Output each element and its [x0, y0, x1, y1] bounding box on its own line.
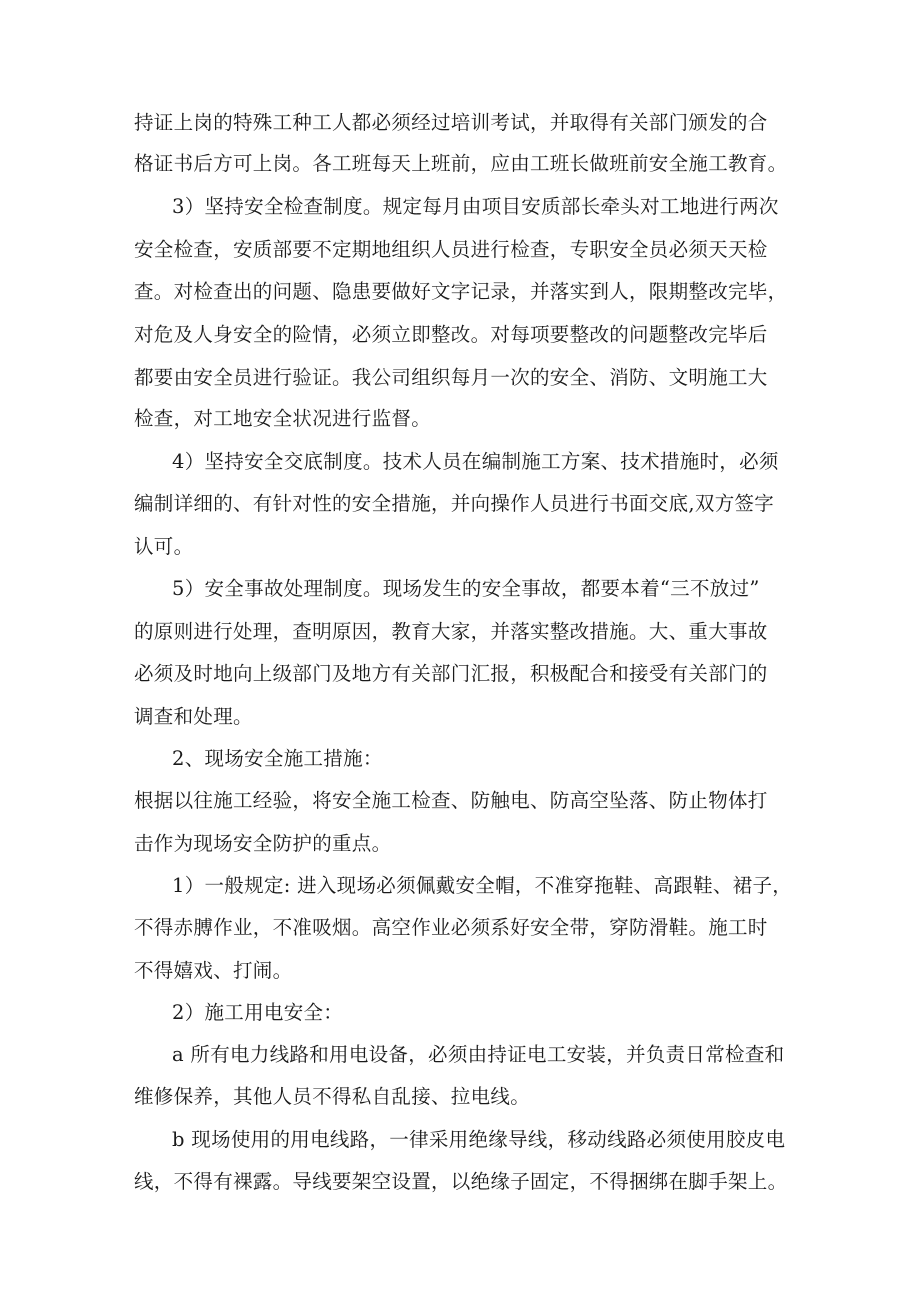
text-line: 查。对检查出的问题、隐患要做好文字记录，并落实到人，限期整改完毕，	[134, 280, 788, 303]
text-line: b 现场使用的用电线路，一律采用绝缘导线，移动线路必须使用胶皮电	[172, 1128, 786, 1151]
text-line: 认可。	[134, 535, 194, 558]
text-line: 线，不得有裸露。导线要架空设置，以绝缘子固定，不得捆绑在脚手架上。	[134, 1170, 788, 1193]
text-line: a 所有电力线路和用电设备，必须由持证电工安装，并负责日常检查和	[172, 1043, 785, 1066]
text-line: 不得嬉戏、打闹。	[134, 959, 293, 982]
text-line: 5）安全事故处理制度。现场发生的安全事故，都要本着“三不放过”	[172, 577, 760, 600]
text-line: 2、现场安全施工措施：	[172, 747, 383, 770]
text-line: 4）坚持安全交底制度。技术人员在编制施工方案、技术措施时，必须	[172, 450, 779, 473]
text-line: 2）施工用电安全：	[172, 1001, 344, 1024]
text-line: 击作为现场安全防护的重点。	[134, 832, 392, 855]
text-line: 持证上岗的特殊工种工人都必须经过培训考试，并取得有关部门颁发的合	[134, 111, 768, 134]
text-line: 维修保养，其他人员不得私自乱接、拉电线。	[134, 1085, 531, 1108]
text-line: 不得赤膊作业，不准吸烟。高空作业必须系好安全带，穿防滑鞋。施工时	[134, 916, 768, 939]
text-line: 检查，对工地安全状况进行监督。	[134, 407, 432, 430]
text-line: 都要由安全员进行验证。我公司组织每月一次的安全、消防、文明施工大	[134, 366, 768, 389]
text-line: 编制详细的、有针对性的安全措施，并向操作人员进行书面交底,双方签字	[134, 492, 775, 515]
text-line: 对危及人身安全的险情，必须立即整改。对每项要整改的问题整改完毕后	[134, 323, 768, 346]
text-line: 的原则进行处理，查明原因，教育大家，并落实整改措施。大、重大事故	[134, 620, 768, 643]
text-line: 3）坚持安全检查制度。规定每月由项目安质部长牵头对工地进行两次	[172, 195, 779, 218]
text-line: 1）一般规定: 进入现场必须佩戴安全帽，不准穿拖鞋、高跟鞋、裙子，	[172, 874, 793, 897]
text-line: 根据以往施工经验，将安全施工检查、防触电、防高空坠落、防止物体打	[134, 789, 768, 812]
text-line: 安全检查，安质部要不定期地组织人员进行检查，专职安全员必须天天检	[134, 238, 768, 261]
text-line: 格证书后方可上岗。各工班每天上班前，应由工班长做班前安全施工教育。	[134, 152, 788, 175]
text-line: 必须及时地向上级部门及地方有关部门汇报，积极配合和接受有关部门的	[134, 662, 768, 685]
text-line: 调查和处理。	[134, 705, 253, 728]
